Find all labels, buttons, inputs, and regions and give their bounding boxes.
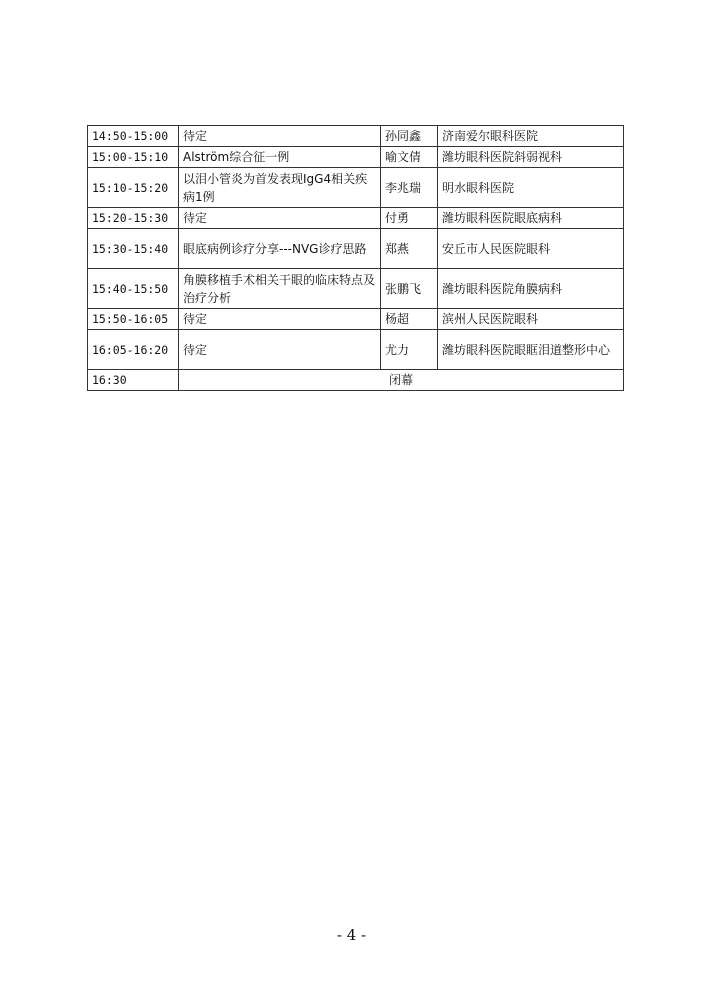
speaker-cell: 张鹏飞 xyxy=(381,269,438,309)
speaker-cell: 李兆瑞 xyxy=(381,168,438,208)
closing-label-cell: 闭幕 xyxy=(179,370,624,391)
speaker-cell: 郑燕 xyxy=(381,229,438,269)
hospital-cell: 济南爱尔眼科医院 xyxy=(438,126,624,147)
speaker-cell: 付勇 xyxy=(381,208,438,229)
time-cell: 15:30-15:40 xyxy=(88,229,179,269)
topic-cell: Alström综合征一例 xyxy=(179,147,381,168)
topic-cell: 待定 xyxy=(179,330,381,370)
time-cell: 15:50-16:05 xyxy=(88,309,179,330)
hospital-cell: 潍坊眼科医院眼底病科 xyxy=(438,208,624,229)
time-cell: 15:20-15:30 xyxy=(88,208,179,229)
table-row xyxy=(88,147,624,168)
closing-time-cell: 16:30 xyxy=(88,370,179,391)
table-row xyxy=(88,229,624,269)
speaker-cell: 喻文倩 xyxy=(381,147,438,168)
speaker-cell: 尤力 xyxy=(381,330,438,370)
hospital-cell: 明水眼科医院 xyxy=(438,168,624,208)
topic-cell: 待定 xyxy=(179,309,381,330)
hospital-cell: 潍坊眼科医院角膜病科 xyxy=(438,269,624,309)
speaker-cell: 杨超 xyxy=(381,309,438,330)
hospital-cell: 安丘市人民医院眼科 xyxy=(438,229,624,269)
hospital-cell: 滨州人民医院眼科 xyxy=(438,309,624,330)
topic-cell: 待定 xyxy=(179,126,381,147)
table-row xyxy=(88,208,624,229)
table-row xyxy=(88,269,624,309)
table-row xyxy=(88,309,624,330)
page-number: - 4 - xyxy=(336,926,367,944)
topic-cell: 待定 xyxy=(179,208,381,229)
time-cell: 15:10-15:20 xyxy=(88,168,179,208)
hospital-cell: 潍坊眼科医院斜弱视科 xyxy=(438,147,624,168)
time-cell: 15:00-15:10 xyxy=(88,147,179,168)
table-row xyxy=(88,330,624,370)
topic-cell: 角膜移植手术相关干眼的临床特点及治疗分析 xyxy=(179,269,381,309)
table-row xyxy=(88,126,624,147)
hospital-cell: 潍坊眼科医院眼眶泪道整形中心 xyxy=(438,330,624,370)
topic-cell: 眼底病例诊疗分享---NVG诊疗思路 xyxy=(179,229,381,269)
topic-cell: 以泪小管炎为首发表现IgG4相关疾病1例 xyxy=(179,168,381,208)
time-cell: 15:40-15:50 xyxy=(88,269,179,309)
time-cell: 16:05-16:20 xyxy=(88,330,179,370)
schedule-table xyxy=(87,125,624,391)
closing-row xyxy=(88,370,624,391)
table-row xyxy=(88,168,624,208)
time-cell: 14:50-15:00 xyxy=(88,126,179,147)
speaker-cell: 孙同鑫 xyxy=(381,126,438,147)
